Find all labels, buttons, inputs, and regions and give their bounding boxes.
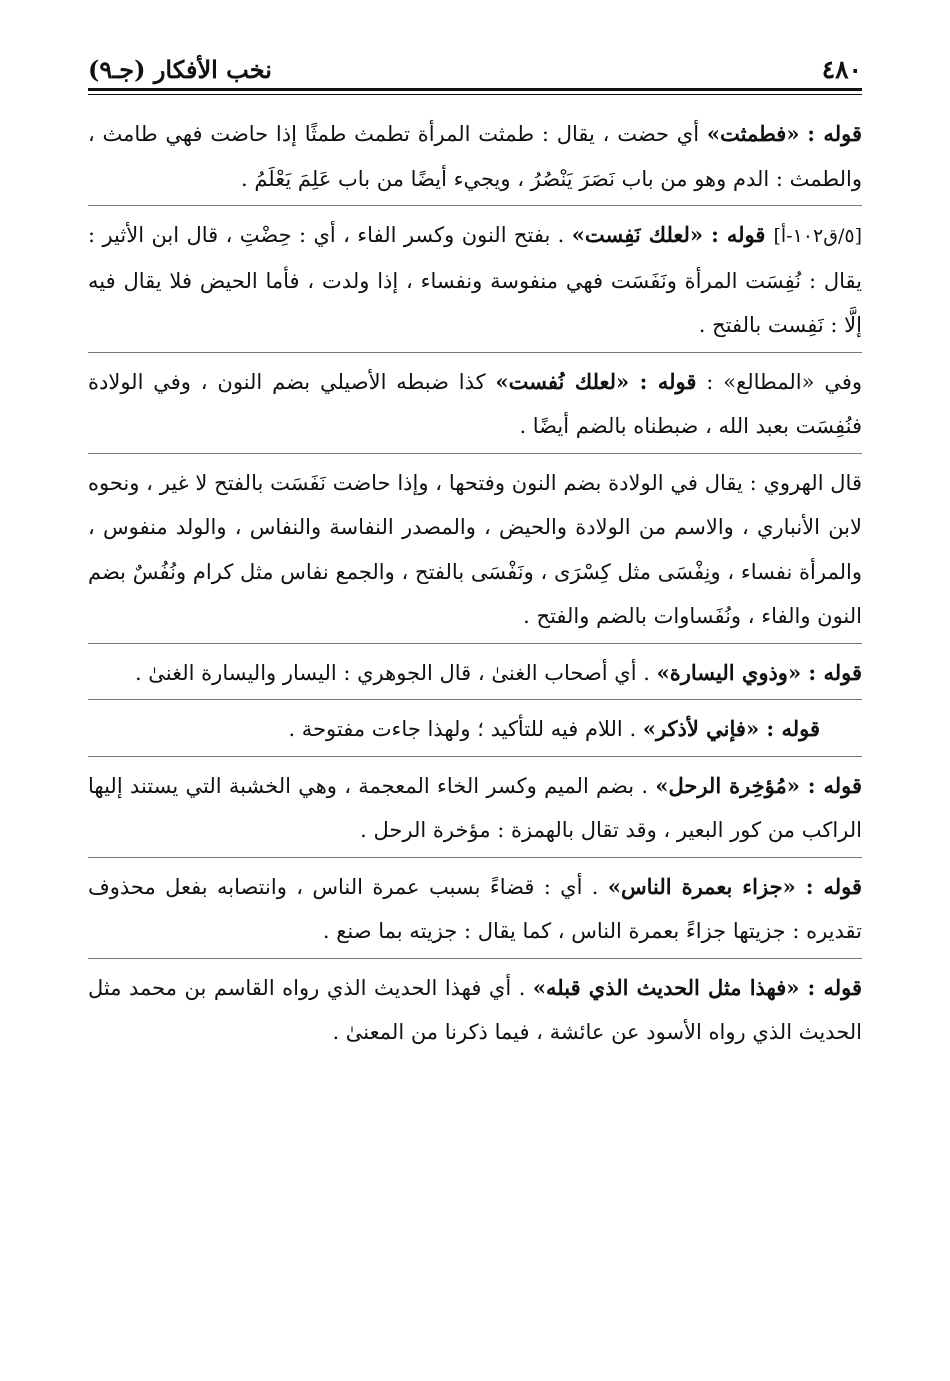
paragraph-yasara xyxy=(88,651,862,701)
kawluhu-label: قوله : xyxy=(805,873,863,899)
lemma: «لعلك نُفست» xyxy=(495,368,640,394)
paragraph-text: أي حضت ، يقال : طمثت المرأة تطمث طمثًا إذا حاضت فهي طامث ، والطمث : الدم وهو من باب نَصَرَ يَنْصُرُ ، ويجيء أيضًا من باب عَلِمَ يَعْلَمُ . xyxy=(88,122,862,191)
page-number: ٤٨٠ xyxy=(821,55,862,84)
source-intro: وفي «المطالع» : xyxy=(696,369,863,394)
page-header xyxy=(88,36,862,84)
paragraph-text: كذا ضبطه الأصيلي بضم النون ، وفي الولادة فنُفِسَت بعبد الله ، ضبطناه بالضم أيضًا . xyxy=(88,369,862,438)
lemma: «فهذا مثل الحديث الذي قبله» xyxy=(532,974,808,1000)
paragraph-laallaki-nafisti xyxy=(88,213,862,353)
paragraph-matali xyxy=(88,360,862,454)
lemma: «فإني لأذكر» xyxy=(642,716,767,741)
manuscript-reference: [٥/ق١٠٢-أ] xyxy=(773,225,863,247)
paragraph-text: . أي فهذا الحديث الذي رواه القاسم بن محمد مثل الحديث الذي رواه الأسود عن عائشة ، فيما ذكرنا من المعنىٰ . xyxy=(88,975,862,1044)
paragraph-text: . أي أصحاب الغنىٰ ، قال الجوهري : اليسار واليسارة الغنىٰ . xyxy=(134,660,657,685)
paragraph-text: . بضم الميم وكسر الخاء المعجمة ، وهي الخشبة التي يستند إليها الراكب من كور البعير ، وقد تقال بالهمزة : مؤخرة الرحل . xyxy=(88,773,862,842)
paragraph-hadhaa-mithl xyxy=(88,966,862,1059)
paragraph-text: . بفتح النون وكسر الفاء ، أي : حِضْتِ ، قال ابن الأثير : يقال : نُفِسَت المرأة ونَفَسَت فهي منفوسة ونفساء ، إذا ولدت ، فأما الحيض فلا يقال فيه إلَّا : نَفِست بالفتح . xyxy=(88,223,862,337)
paragraph-text: قال الهروي : يقال في الولادة بضم النون وفتحها ، وإذا حاضت نَفَسَت بالفتح لا غير ، ونحوه لابن الأنباري ، والاسم من الولادة والحيض ، والمصدر النفاسة والنفاس ، والولد منفوس ، والمرأة نفساء ، ونِفْسَى مثل كِسْرَى ، ونَفْسَى بالفتح ، والجمع نفاس مثل كرام ونُفُسٌ بضم النون والفاء ، ونُفَساوات بالضم والفتح . xyxy=(88,470,862,628)
paragraph-harawi xyxy=(88,461,862,644)
header-rule-thin xyxy=(88,94,862,95)
lemma: «جزاء بعمرة الناس» xyxy=(607,873,806,899)
kawluhu-label: قوله : xyxy=(711,222,774,247)
kawluhu-label: قوله : xyxy=(639,368,697,394)
paragraph-text: . أي : قضاءً بسبب عمرة الناس ، وانتصابه بفعل محذوف تقديره : جزيتها جزاءً بعمرة الناس ، كما يقال : جزيته بما صنع . xyxy=(88,874,862,943)
kawluhu-label: قوله : xyxy=(807,121,862,146)
lemma: «وذوي اليسارة» xyxy=(656,659,809,685)
lemma: «مُؤخِرة الرحل» xyxy=(655,772,808,798)
lemma: «لعلك نَفِست» xyxy=(571,222,712,247)
lemma: «فطمثت» xyxy=(706,121,800,146)
paragraph-la-adhkur xyxy=(88,707,862,757)
paragraph-muakhira xyxy=(88,764,862,858)
paragraph-jazaa xyxy=(88,865,862,959)
header-rule-thick xyxy=(88,88,862,91)
paragraph-fatamithat xyxy=(88,112,862,206)
kawluhu-label: قوله : xyxy=(807,772,862,798)
kawluhu-label: قوله : xyxy=(808,659,862,685)
paragraph-text: . اللام فيه للتأكيد ؛ ولهذا جاءت مفتوحة . xyxy=(288,717,643,741)
body-text xyxy=(88,112,862,1066)
kawluhu-label: قوله : xyxy=(766,716,820,741)
book-title: نخب الأفكار (جـ٩) xyxy=(88,55,272,84)
kawluhu-label: قوله : xyxy=(807,974,862,1000)
